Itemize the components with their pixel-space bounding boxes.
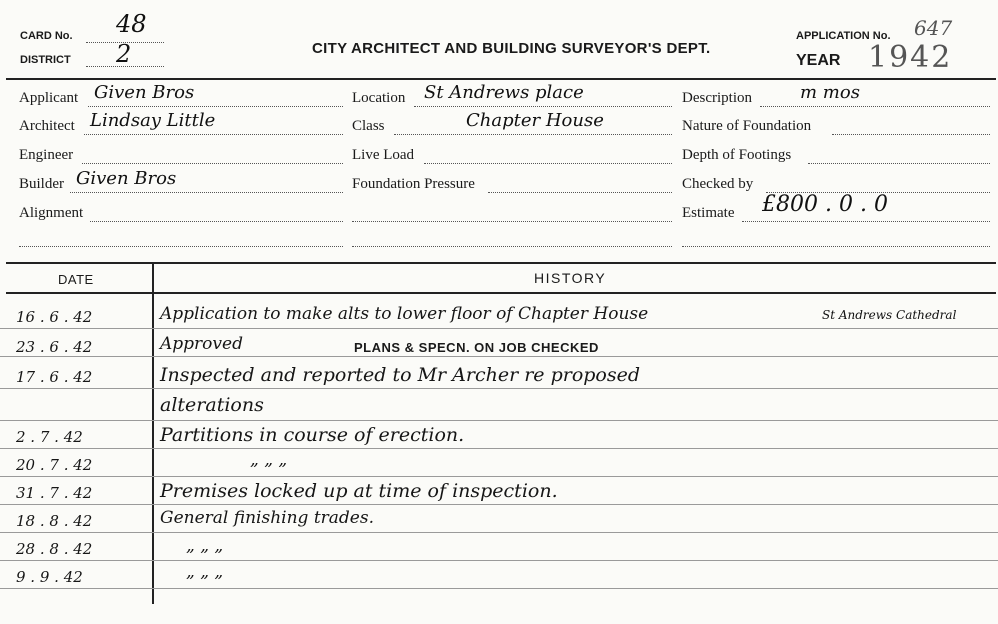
engineer-line: [82, 163, 343, 164]
live-load-line: [424, 163, 672, 164]
left-extra-line: [19, 246, 343, 247]
history-date: 18 . 8 . 42: [16, 512, 93, 530]
estimate-line: [742, 221, 990, 222]
description-label: Description: [682, 90, 752, 106]
right-extra-line: [682, 246, 990, 247]
applicant-label: Applicant: [19, 90, 79, 106]
history-entry: Inspected and reported to Mr Archer re proposed: [160, 364, 641, 386]
builder-line: [70, 192, 343, 193]
row-rule: [0, 588, 998, 589]
location-value: St Andrews place: [424, 82, 584, 103]
date-header: DATE: [58, 272, 94, 287]
applicant-line: [88, 106, 343, 107]
row-rule: [0, 448, 998, 449]
architect-line: [84, 134, 343, 135]
architect-label: Architect: [19, 118, 75, 134]
alignment-line: [90, 221, 343, 222]
builder-label: Builder: [19, 176, 64, 192]
history-entry: Application to make alts to lower floor of Chapter House: [160, 304, 649, 324]
nature-of-foundation-line: [832, 134, 990, 135]
depth-of-footings-line: [808, 163, 990, 164]
year-label: YEAR: [796, 52, 841, 69]
class-line: [394, 134, 672, 135]
history-top-rule: [6, 262, 996, 264]
history-date: 31 . 7 . 42: [16, 484, 93, 502]
header-divider: [6, 78, 996, 80]
live-load-label: Live Load: [352, 147, 415, 163]
depth-of-footings-label: Depth of Footings: [682, 147, 792, 163]
history-date: 9 . 9 . 42: [16, 568, 83, 586]
row-rule: [0, 532, 998, 533]
location-line: [414, 106, 672, 107]
history-entry: alterations: [160, 394, 264, 416]
alignment-label: Alignment: [19, 205, 84, 221]
history-entry: Partitions in course of erection.: [160, 424, 465, 446]
engineer-label: Engineer: [19, 147, 74, 163]
district-label: DISTRICT: [20, 54, 71, 66]
mid-extra-line-2: [352, 246, 672, 247]
history-entry: General finishing trades.: [160, 508, 374, 528]
mid-extra-line-1: [352, 221, 672, 222]
row-rule: [0, 328, 998, 329]
district-value: 2: [116, 40, 132, 68]
applicant-value: Given Bros: [94, 82, 195, 103]
history-entry: Premises locked up at time of inspection.: [160, 480, 558, 502]
checked-by-label: Checked by: [682, 176, 754, 192]
row-rule: [0, 356, 998, 357]
application-value: 647: [914, 16, 953, 40]
history-date: 23 . 6 . 42: [16, 338, 93, 356]
history-date: 17 . 6 . 42: [16, 368, 93, 386]
date-column-divider: [152, 264, 154, 604]
history-entry-extra: St Andrews Cathedral: [822, 308, 957, 322]
row-rule: [0, 476, 998, 477]
history-date: 16 . 6 . 42: [16, 308, 93, 326]
department-title: CITY ARCHITECT AND BUILDING SURVEYOR'S DEPT.: [312, 40, 711, 57]
foundation-pressure-line: [488, 192, 672, 193]
history-date: 28 . 8 . 42: [16, 540, 93, 558]
history-entry: Approved: [160, 334, 243, 354]
history-entry: „ „ „: [186, 562, 224, 582]
history-header-rule: [6, 292, 996, 294]
application-label: APPLICATION No.: [796, 30, 891, 42]
estimate-value: £800 . 0 . 0: [762, 192, 888, 217]
card-no-label: CARD No.: [20, 30, 73, 42]
architect-value: Lindsay Little: [90, 110, 216, 131]
card-no-value: 48: [116, 10, 147, 38]
location-label: Location: [352, 90, 406, 106]
nature-of-foundation-label: Nature of Foundation: [682, 118, 812, 134]
history-header: HISTORY: [534, 270, 607, 286]
row-rule: [0, 420, 998, 421]
row-rule: [0, 388, 998, 389]
history-entry: „ „ „: [186, 536, 224, 556]
row-rule: [0, 560, 998, 561]
history-entry: „ „ „: [250, 450, 288, 470]
checked-stamp: PLANS & SPECN. ON JOB CHECKED: [354, 340, 599, 355]
builder-value: Given Bros: [76, 168, 177, 189]
class-value: Chapter House: [466, 110, 604, 131]
row-rule: [0, 504, 998, 505]
description-value: m mos: [800, 82, 860, 103]
history-date: 2 . 7 . 42: [16, 428, 83, 446]
year-value: 1942: [868, 40, 953, 75]
estimate-label: Estimate: [682, 205, 735, 221]
foundation-pressure-label: Foundation Pressure: [352, 176, 475, 192]
class-label: Class: [352, 118, 385, 134]
description-line: [760, 106, 990, 107]
history-date: 20 . 7 . 42: [16, 456, 93, 474]
